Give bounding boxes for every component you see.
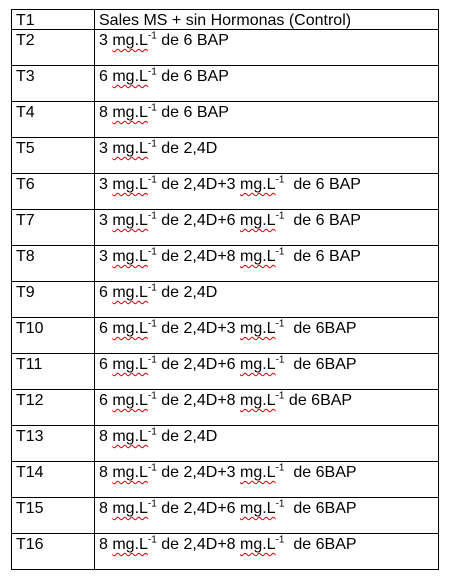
unit-text: mg.L bbox=[112, 536, 148, 553]
table-row bbox=[12, 318, 439, 354]
dose-text: 8 bbox=[99, 428, 113, 445]
treatment-description-cell bbox=[95, 174, 439, 210]
table-row bbox=[12, 426, 439, 462]
hormone-text: de 6 BAP bbox=[156, 32, 229, 49]
unit-text: mg.L bbox=[112, 392, 148, 409]
unit-text: mg.L bbox=[112, 320, 148, 337]
treatment-description-cell bbox=[95, 462, 439, 498]
hormone-text: de 2,4D+6 bbox=[156, 212, 240, 229]
table-row bbox=[12, 102, 439, 138]
unit-exponent: -1 bbox=[147, 174, 157, 186]
treatment-description-cell bbox=[95, 282, 439, 318]
hormone-text: de 6 BAP bbox=[284, 176, 361, 193]
dose-text: 8 bbox=[99, 464, 113, 481]
unit-text: mg.L bbox=[112, 32, 148, 49]
unit-exponent: -1 bbox=[147, 66, 157, 78]
hormone-text: de 2,4D+3 bbox=[156, 464, 240, 481]
unit-text: mg.L bbox=[112, 464, 148, 481]
treatment-description-cell bbox=[95, 66, 439, 102]
treatment-code-cell: T6 bbox=[12, 174, 95, 210]
table-row bbox=[12, 138, 439, 174]
unit-text: mg.L bbox=[112, 68, 148, 85]
unit-text: mg.L bbox=[112, 500, 148, 517]
unit-text: mg.L bbox=[112, 140, 148, 157]
treatment-code-cell: T8 bbox=[12, 246, 95, 282]
treatments-table-body bbox=[12, 10, 439, 570]
treatment-description-cell bbox=[95, 210, 439, 246]
unit-text: mg.L bbox=[240, 500, 276, 517]
treatment-code-cell: T12 bbox=[12, 390, 95, 426]
unit-text: mg.L bbox=[112, 356, 148, 373]
table-row bbox=[12, 174, 439, 210]
unit-text: mg.L bbox=[240, 320, 276, 337]
hormone-text: de 6BAP bbox=[284, 320, 357, 337]
unit-text: mg.L bbox=[240, 356, 276, 373]
treatment-description-cell: Sales MS + sin Hormonas (Control) bbox=[95, 10, 439, 30]
treatment-description-cell bbox=[95, 534, 439, 570]
hormone-text: de 6BAP bbox=[284, 464, 357, 481]
unit-exponent: -1 bbox=[147, 426, 157, 438]
unit-exponent: -1 bbox=[275, 498, 285, 510]
treatment-description-cell bbox=[95, 246, 439, 282]
hormone-text: de 2,4D+6 bbox=[156, 356, 240, 373]
table-row bbox=[12, 210, 439, 246]
unit-text: mg.L bbox=[240, 536, 276, 553]
treatment-description-cell bbox=[95, 390, 439, 426]
unit-exponent: -1 bbox=[147, 30, 157, 42]
unit-exponent: -1 bbox=[275, 390, 285, 402]
dose-text: 6 bbox=[99, 284, 113, 301]
treatment-code-cell: T9 bbox=[12, 282, 95, 318]
unit-exponent: -1 bbox=[147, 462, 157, 474]
unit-text: mg.L bbox=[112, 104, 148, 121]
hormone-text: de 6 BAP bbox=[156, 104, 229, 121]
unit-exponent: -1 bbox=[275, 318, 285, 330]
unit-exponent: -1 bbox=[275, 174, 285, 186]
treatment-code-cell: T5 bbox=[12, 138, 95, 174]
table-row bbox=[12, 390, 439, 426]
unit-exponent: -1 bbox=[275, 210, 285, 222]
dose-text: 6 bbox=[99, 320, 113, 337]
hormone-text: de 6 BAP bbox=[284, 212, 361, 229]
hormone-text: de 2,4D+3 bbox=[156, 176, 240, 193]
hormone-text: de 2,4D+8 bbox=[156, 248, 240, 265]
unit-text: mg.L bbox=[240, 212, 276, 229]
unit-exponent: -1 bbox=[275, 462, 285, 474]
unit-exponent: -1 bbox=[147, 354, 157, 366]
hormone-text: de 2,4D+8 bbox=[156, 536, 240, 553]
unit-exponent: -1 bbox=[275, 534, 285, 546]
dose-text: 3 bbox=[99, 248, 113, 265]
dose-text: 3 bbox=[99, 32, 113, 49]
dose-text: 8 bbox=[99, 104, 113, 121]
dose-text: 6 bbox=[99, 356, 113, 373]
hormone-text: de 2,4D bbox=[156, 284, 218, 301]
unit-exponent: -1 bbox=[147, 246, 157, 258]
hormone-text: de 2,4D+6 bbox=[156, 500, 240, 517]
unit-exponent: -1 bbox=[147, 534, 157, 546]
unit-exponent: -1 bbox=[147, 318, 157, 330]
table-row bbox=[12, 498, 439, 534]
unit-exponent: -1 bbox=[147, 390, 157, 402]
table-row bbox=[12, 462, 439, 498]
dose-text: 6 bbox=[99, 392, 113, 409]
hormone-text: de 2,4D+3 bbox=[156, 320, 240, 337]
unit-text: mg.L bbox=[112, 212, 148, 229]
treatment-code-cell: T4 bbox=[12, 102, 95, 138]
table-row bbox=[12, 534, 439, 570]
dose-text: 8 bbox=[99, 536, 113, 553]
unit-exponent: -1 bbox=[147, 102, 157, 114]
treatment-code-cell: T16 bbox=[12, 534, 95, 570]
unit-exponent: -1 bbox=[147, 138, 157, 150]
hormone-text: de 2,4D bbox=[156, 428, 218, 445]
table-row bbox=[12, 66, 439, 102]
treatments-table bbox=[11, 9, 439, 570]
hormone-text: de 2,4D bbox=[156, 140, 218, 157]
treatment-description-cell bbox=[95, 318, 439, 354]
treatment-code-cell: T14 bbox=[12, 462, 95, 498]
dose-text: 3 bbox=[99, 140, 113, 157]
hormone-text: de 6BAP bbox=[284, 392, 353, 409]
unit-text: mg.L bbox=[240, 392, 276, 409]
treatment-code-cell: T11 bbox=[12, 354, 95, 390]
treatment-description-cell bbox=[95, 102, 439, 138]
treatment-code-cell: T15 bbox=[12, 498, 95, 534]
hormone-text: de 6 BAP bbox=[156, 68, 229, 85]
hormone-text: de 6 BAP bbox=[284, 248, 361, 265]
unit-text: mg.L bbox=[112, 428, 148, 445]
table-header-row bbox=[12, 10, 439, 30]
unit-text: mg.L bbox=[112, 248, 148, 265]
treatment-code-cell: T10 bbox=[12, 318, 95, 354]
treatment-code-cell: T2 bbox=[12, 30, 95, 66]
unit-text: mg.L bbox=[112, 284, 148, 301]
table-row bbox=[12, 282, 439, 318]
dose-text: 8 bbox=[99, 500, 113, 517]
hormone-text: de 6BAP bbox=[284, 356, 357, 373]
treatment-code-cell: T3 bbox=[12, 66, 95, 102]
unit-text: mg.L bbox=[240, 248, 276, 265]
treatment-description-cell bbox=[95, 138, 439, 174]
unit-exponent: -1 bbox=[147, 210, 157, 222]
treatment-code-cell: T1 bbox=[12, 10, 95, 30]
hormone-text: de 6BAP bbox=[284, 536, 357, 553]
dose-text: 6 bbox=[99, 68, 113, 85]
unit-exponent: -1 bbox=[275, 246, 285, 258]
unit-exponent: -1 bbox=[275, 354, 285, 366]
treatment-description-cell bbox=[95, 30, 439, 66]
hormone-text: de 6BAP bbox=[284, 500, 357, 517]
treatment-description-cell bbox=[95, 426, 439, 462]
treatment-description-cell bbox=[95, 354, 439, 390]
dose-text: 3 bbox=[99, 212, 113, 229]
unit-exponent: -1 bbox=[147, 498, 157, 510]
treatment-description-cell bbox=[95, 498, 439, 534]
dose-text: 3 bbox=[99, 176, 113, 193]
table-row bbox=[12, 354, 439, 390]
unit-text: mg.L bbox=[112, 176, 148, 193]
table-row bbox=[12, 246, 439, 282]
unit-text: mg.L bbox=[240, 464, 276, 481]
unit-text: mg.L bbox=[240, 176, 276, 193]
treatment-code-cell: T13 bbox=[12, 426, 95, 462]
unit-exponent: -1 bbox=[147, 282, 157, 294]
table-row bbox=[12, 30, 439, 66]
treatment-code-cell: T7 bbox=[12, 210, 95, 246]
hormone-text: de 2,4D+8 bbox=[156, 392, 240, 409]
